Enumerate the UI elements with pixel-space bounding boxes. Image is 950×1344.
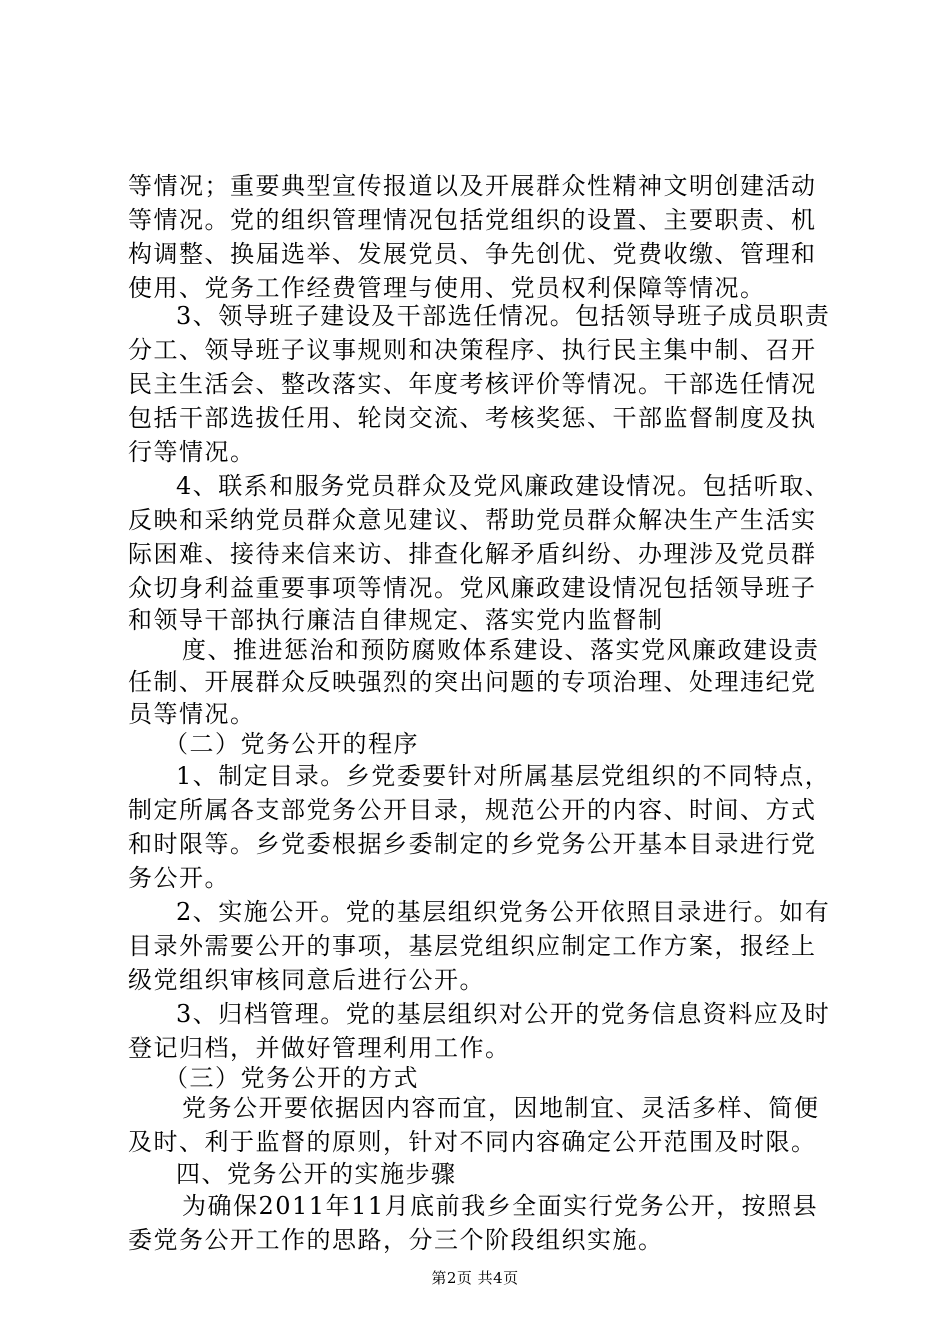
text-line: 务公开。 — [128, 864, 230, 892]
text-line: 及时、利于监督的原则，针对不同内容确定公开范围及时限。 — [128, 1128, 817, 1156]
text-line: 任制、开展群众反映强烈的突出问题的专项治理、处理违纪党 — [128, 668, 817, 696]
text-line: 目录外需要公开的事项，基层党组织应制定工作方案，报经上 — [128, 932, 817, 960]
section-heading: （三）党务公开的方式 — [164, 1064, 419, 1092]
text-line: 党务公开要依据因内容而宜，因地制宜、灵活多样、简便 — [182, 1094, 820, 1122]
text-line: 4、联系和服务党员群众及党风廉政建设情况。包括听取、 — [176, 472, 831, 500]
text-line: 员等情况。 — [128, 700, 256, 728]
text-line: 等情况；重要典型宣传报道以及开展群众性精神文明创建活动 — [128, 172, 817, 200]
text-line: 和时限等。乡党委根据乡委制定的乡党务公开基本目录进行党 — [128, 830, 817, 858]
text-line: 反映和采纳党员群众意见建议、帮助党员群众解决生产生活实 — [128, 506, 817, 534]
text-line: 级党组织审核同意后进行公开。 — [128, 966, 485, 994]
text-line: 3、领导班子建设及干部选任情况。包括领导班子成员职责 — [176, 302, 831, 330]
text-line: 度、推进惩治和预防腐败体系建设、落实党风廉政建设责 — [182, 636, 820, 664]
text-line: 登记归档，并做好管理利用工作。 — [128, 1034, 511, 1062]
text-line: 分工、领导班子议事规则和决策程序、执行民主集中制、召开 — [128, 336, 817, 364]
text-line: 1、制定目录。乡党委要针对所属基层党组织的不同特点， — [176, 762, 831, 790]
text-line: 构调整、换届选举、发展党员、争先创优、党费收缴、管理和 — [128, 240, 817, 268]
section-heading: 四、党务公开的实施步骤 — [176, 1160, 457, 1188]
page-number-footer: 第2页 共4页 — [431, 1269, 519, 1287]
text-line: 和领导干部执行廉洁自律规定、落实党内监督制 — [128, 606, 664, 634]
text-line: 使用、党务工作经费管理与使用、党员权利保障等情况。 — [128, 274, 766, 302]
section-heading: （二）党务公开的程序 — [164, 730, 419, 758]
text-line: 制定所属各支部党务公开目录，规范公开的内容、时间、方式 — [128, 796, 817, 824]
text-line: 2、实施公开。党的基层组织党务公开依照目录进行。如有 — [176, 898, 831, 926]
text-line: 际困难、接待来信来访、排查化解矛盾纠纷、办理涉及党员群 — [128, 540, 817, 568]
text-line: 众切身利益重要事项等情况。党风廉政建设情况包括领导班子 — [128, 574, 817, 602]
text-line: 为确保2011年11月底前我乡全面实行党务公开，按照县 — [182, 1192, 819, 1220]
text-line: 3、归档管理。党的基层组织对公开的党务信息资料应及时 — [176, 1000, 831, 1028]
text-line: 等情况。党的组织管理情况包括党组织的设置、主要职责、机 — [128, 206, 817, 234]
text-line: 民主生活会、整改落实、年度考核评价等情况。干部选任情况 — [128, 370, 817, 398]
text-line: 包括干部选拔任用、轮岗交流、考核奖惩、干部监督制度及执 — [128, 404, 817, 432]
text-line: 委党务公开工作的思路，分三个阶段组织实施。 — [128, 1226, 664, 1254]
text-line: 行等情况。 — [128, 438, 256, 466]
